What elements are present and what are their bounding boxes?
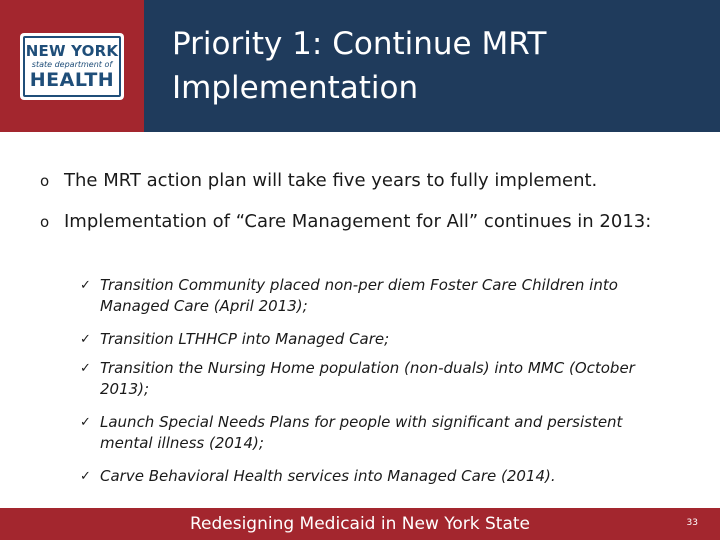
logo-line-1: NEW YORK — [25, 41, 119, 60]
sub-bullet-text: Transition LTHHCP into Managed Care; — [100, 330, 390, 348]
footer-bar — [0, 508, 720, 540]
checkmark-icon: ✓ — [80, 469, 91, 484]
logo-line-3: HEALTH — [29, 68, 115, 91]
checkmark-icon: ✓ — [80, 278, 91, 293]
bullet-marker: o — [40, 213, 50, 231]
checkmark-icon: ✓ — [80, 332, 91, 347]
sub-bullet-text: Carve Behavioral Health services into Managed Care (2014). — [100, 467, 556, 485]
bullet-marker: o — [40, 172, 50, 190]
checkmark-icon: ✓ — [80, 415, 91, 430]
logo-frame — [23, 36, 121, 97]
footer-title: Redesigning Medicaid in New York State — [189, 514, 531, 534]
bullet-item — [40, 210, 680, 234]
bullet-item — [40, 169, 680, 193]
sub-bullet-text: Transition the Nursing Home population (non-duals) into MMC (October 2013); — [100, 359, 635, 398]
sub-bullet-text: Launch Special Needs Plans for people with significant and persistent mental illness (2014); — [100, 413, 623, 452]
slide-title: Priority 1: Continue MRT Implementation — [172, 26, 547, 106]
nys-health-logo — [20, 33, 124, 100]
header-accent-panel — [0, 0, 144, 132]
sub-bullet-item — [80, 358, 670, 400]
bullet-text: Implementation of “Care Management for All” continues in 2013: — [64, 211, 652, 232]
page-number: 33 — [686, 518, 698, 528]
sub-bullet-item — [80, 412, 670, 454]
sub-bullet-item — [80, 275, 670, 317]
logo-line-2: state department of — [31, 59, 113, 69]
bullet-text: The MRT action plan will take five years to fully implement. — [64, 170, 598, 191]
sub-bullet-text: Transition Community placed non-per diem Foster Care Children into Managed Care (April 2013); — [100, 276, 618, 315]
sub-bullet-item — [80, 466, 670, 487]
sub-bullet-item — [80, 329, 670, 350]
title-bar — [144, 0, 720, 132]
checkmark-icon: ✓ — [80, 361, 91, 376]
